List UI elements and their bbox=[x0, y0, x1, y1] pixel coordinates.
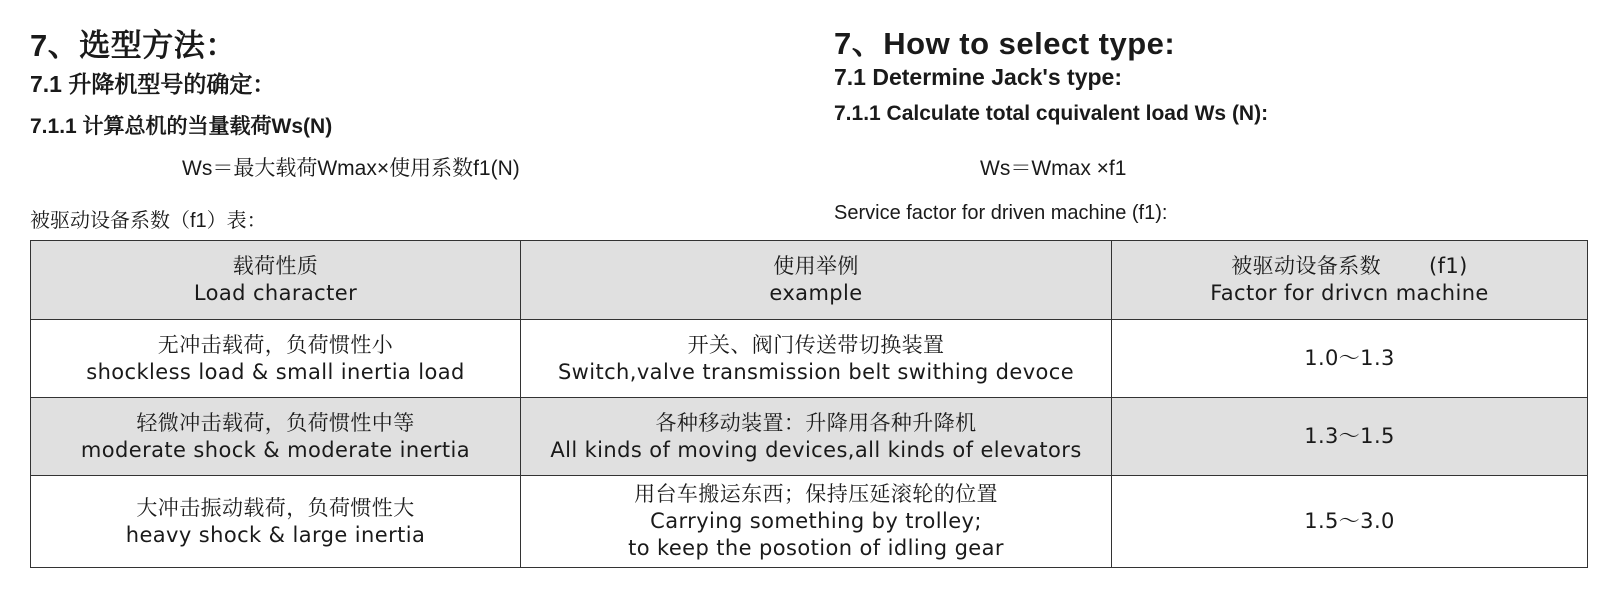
zh-section-title: 7、选型方法： bbox=[30, 28, 237, 63]
example-cell bbox=[521, 320, 1112, 398]
example-line: Switch,valve transmission belt swithing devoce bbox=[557, 359, 1075, 384]
load-en: shockless load & small inertia load bbox=[86, 359, 465, 384]
load-cell bbox=[31, 476, 521, 568]
header-factor-zh-line bbox=[1118, 253, 1581, 280]
header-load-character bbox=[31, 241, 521, 320]
header-factor-zh: 被驱动设备系数 bbox=[1231, 254, 1382, 278]
factor-cell: 1.0～1.3 bbox=[1112, 320, 1588, 398]
header-example bbox=[521, 241, 1112, 320]
zh-subsection-title: 7.1 升降机型号的确定： bbox=[30, 71, 276, 97]
table-header-row bbox=[31, 241, 1588, 320]
header-load-character-zh: 载荷性质 bbox=[232, 254, 319, 278]
table-row bbox=[31, 398, 1588, 476]
load-zh: 大冲击振动载荷，负荷惯性大 bbox=[136, 495, 415, 520]
example-cell bbox=[521, 398, 1112, 476]
load-en: moderate shock & moderate inertia bbox=[80, 437, 471, 462]
en-section-title: 7、How to select type: bbox=[834, 26, 1176, 61]
example-line: Carrying something by trolley; bbox=[650, 509, 982, 533]
service-factor-table bbox=[30, 240, 1588, 568]
example-line: All kinds of moving devices,all kinds of elevators bbox=[550, 437, 1082, 462]
table-row bbox=[31, 320, 1588, 398]
header-factor bbox=[1112, 241, 1588, 320]
header-factor-tag: (f1) bbox=[1429, 254, 1468, 278]
load-en: heavy shock & large inertia bbox=[125, 522, 426, 547]
zh-formula: Ws＝最大载荷Wmax×使用系数f1(N) bbox=[182, 157, 520, 180]
zh-table-caption: 被驱动设备系数（f1）表： bbox=[30, 210, 267, 232]
en-table-caption: Service factor for driven machine (f1): bbox=[834, 202, 1168, 224]
factor-cell: 1.3～1.5 bbox=[1112, 398, 1588, 476]
example-line: to keep the posotion of idling gear bbox=[628, 536, 1004, 560]
example-line: 各种移动装置：升降用各种升降机 bbox=[655, 410, 977, 435]
load-cell bbox=[31, 320, 521, 398]
header-load-character-en: Load character bbox=[193, 281, 358, 305]
en-subsection-title: 7.1 Determine Jack's type: bbox=[834, 64, 1123, 90]
load-zh: 轻微冲击载荷，负荷惯性中等 bbox=[136, 410, 415, 435]
header-example-zh: 使用举例 bbox=[773, 254, 859, 278]
load-cell bbox=[31, 398, 521, 476]
header-factor-en: Factor for drivcn machine bbox=[1210, 281, 1489, 305]
zh-subsubsection-title: 7.1.1 计算总机的当量载荷Ws(N) bbox=[30, 115, 333, 138]
factor-cell: 1.5～3.0 bbox=[1112, 476, 1588, 568]
example-line: 用台车搬运东西；保持压延滚轮的位置 bbox=[634, 482, 998, 506]
table-row bbox=[31, 476, 1588, 568]
header-example-en: example bbox=[769, 281, 863, 305]
example-cell bbox=[521, 476, 1112, 568]
example-line: 开关、阀门传送带切换装置 bbox=[687, 332, 945, 357]
en-subsubsection-title: 7.1.1 Calculate total cquivalent load Ws (N): bbox=[834, 102, 1269, 125]
en-formula: Ws＝Wmax ×f1 bbox=[980, 157, 1127, 180]
load-zh: 无冲击载荷，负荷惯性小 bbox=[157, 332, 394, 357]
